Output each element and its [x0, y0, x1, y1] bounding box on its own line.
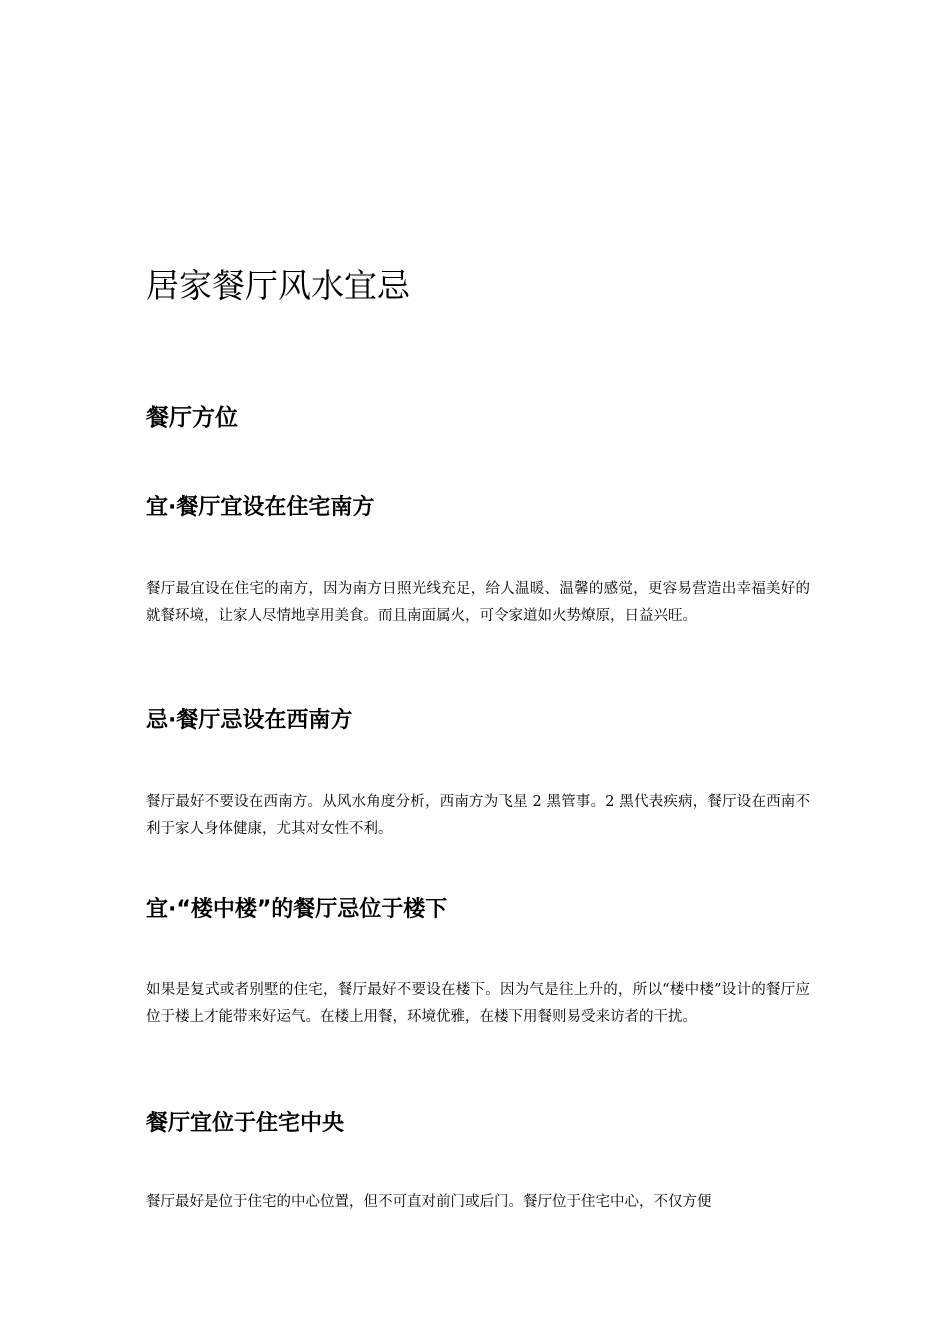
- document-title: 居家餐厅风水宜忌: [146, 266, 410, 305]
- subsection-heading-1: 宜·餐厅宜设在住宅南方: [146, 495, 375, 520]
- subsection-heading-4: 餐厅宜位于住宅中央: [146, 1111, 345, 1136]
- paragraph-1: 餐厅最宜设在住宅的南方，因为南方日照光线充足，给人温暖、温馨的感觉，更容易营造出幸福美好的就餐环境，让家人尽情地享用美食。而且南面属火，可令家道如火势燎原，日益兴旺。: [146, 581, 810, 624]
- subsection-heading-2: 忌·餐厅忌设在西南方: [146, 708, 353, 733]
- paragraph-3: 如果是复式或者别墅的住宅，餐厅最好不要设在楼下。因为气是往上升的，所以“楼中楼”设计的餐厅应位于楼上才能带来好运气。在楼上用餐，环境优雅，在楼下用餐则易受来访者的干扰。: [146, 982, 810, 1025]
- paragraph-4: 餐厅最好是位于住宅的中心位置，但不可直对前门或后门。餐厅位于住宅中心，不仅方便: [146, 1194, 712, 1210]
- subsection-heading-3: 宜·“楼中楼”的餐厅忌位于楼下: [146, 897, 448, 922]
- section-heading: 餐厅方位: [146, 405, 238, 431]
- paragraph-2: 餐厅最好不要设在西南方。从风水角度分析，西南方为飞星 2 黑管事。2 黑代表疾病，餐厅设在西南不利于家人身体健康，尤其对女性不利。: [146, 794, 810, 837]
